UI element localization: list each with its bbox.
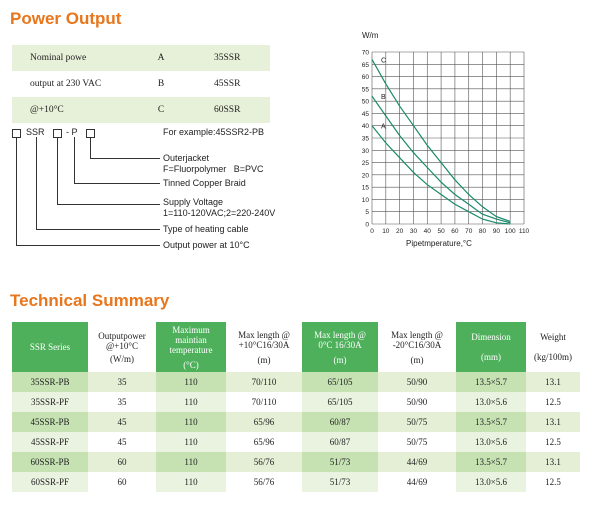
- code-ssr: SSR: [26, 127, 45, 137]
- table-cell: 60: [88, 472, 156, 492]
- table-cell: 13.1: [526, 412, 580, 432]
- x-tick-label: 0: [370, 228, 374, 235]
- power-output-table: [12, 45, 270, 123]
- table-cell: 13.1: [526, 452, 580, 472]
- y-tick-label: 10: [361, 196, 369, 204]
- label-supply-options: 1=110-120VAC;2=220-240V: [163, 208, 276, 218]
- power-output-title: Power Output: [10, 9, 122, 28]
- code-dash-p: - P: [66, 127, 78, 137]
- label-outerjacket-options: F=Fluorpolymer B=PVC: [163, 164, 264, 174]
- series-label-a: A: [381, 123, 386, 131]
- table-cell: 65/96: [226, 432, 302, 452]
- label-outerjacket: Outerjacket: [163, 153, 210, 163]
- col-header-weight: Weight (kg/100m): [526, 322, 580, 372]
- table-cell: 60/87: [302, 432, 378, 452]
- col-header-output: Outputpower @+10°C (W/m): [88, 322, 156, 372]
- series-label-b: B: [381, 94, 386, 102]
- col-header-len-minus20: Max length @ -20°C16/30A (m): [378, 322, 456, 372]
- table-cell: 13.1: [526, 372, 580, 392]
- table-cell: @+10°C: [12, 97, 122, 123]
- y-tick-label: 35: [361, 135, 369, 143]
- table-cell: 45: [88, 412, 156, 432]
- x-tick-label: 80: [478, 228, 487, 235]
- table-row: [12, 472, 580, 492]
- x-tick-label: 110: [518, 228, 530, 235]
- y-tick-label: 25: [361, 160, 369, 168]
- y-tick-label: 15: [361, 184, 369, 192]
- y-tick-label: 55: [361, 86, 369, 94]
- table-cell: 13.0×5.6: [456, 392, 526, 412]
- connector-line: [16, 245, 160, 246]
- table-cell: 35SSR: [200, 45, 270, 71]
- table-cell: 35SSR-PB: [12, 372, 88, 392]
- table-cell: 51/73: [302, 472, 378, 492]
- table-cell: 56/76: [226, 452, 302, 472]
- table-cell: 12.5: [526, 472, 580, 492]
- y-tick-label: 50: [361, 98, 369, 106]
- y-tick-label: 0: [365, 221, 369, 229]
- col-header-dimension: Dimension (mm): [456, 322, 526, 372]
- y-tick-label: 30: [361, 147, 369, 155]
- table-cell: 65/105: [302, 392, 378, 412]
- table-cell: 60SSR-PF: [12, 472, 88, 492]
- code-box-voltage: [53, 129, 62, 138]
- x-tick-label: 100: [504, 228, 516, 235]
- series-label-c: C: [381, 57, 387, 65]
- table-cell: 60: [88, 452, 156, 472]
- table-cell: 50/90: [378, 392, 456, 412]
- technical-summary-body: [12, 372, 580, 492]
- table-cell: 13.5×5.7: [456, 412, 526, 432]
- table-cell: 110: [156, 392, 226, 412]
- table-cell: 45SSR: [214, 79, 241, 89]
- table-cell: 110: [156, 372, 226, 392]
- table-cell: 35: [88, 392, 156, 412]
- table-cell: 65/105: [302, 372, 378, 392]
- table-cell: 35SSR-PF: [12, 392, 88, 412]
- table-cell: 70/110: [226, 392, 302, 412]
- label-braid: Tinned Copper Braid: [163, 178, 246, 188]
- table-row: [12, 372, 580, 392]
- code-example: For example:45SSR2-PB: [163, 127, 265, 137]
- y-tick-label: 40: [361, 123, 369, 131]
- y-tick-label: 5: [365, 209, 369, 217]
- code-box-jacket: [86, 129, 95, 138]
- power-output-chart: [340, 20, 590, 260]
- x-tick-label: 30: [409, 228, 418, 235]
- table-cell: 50/75: [378, 432, 456, 452]
- table-cell: 110: [156, 472, 226, 492]
- table-cell: 13.0×5.6: [456, 472, 526, 492]
- table-cell: 110: [156, 452, 226, 472]
- technical-summary-title: Technical Summary: [10, 291, 170, 310]
- table-row: [12, 97, 270, 123]
- connector-line: [90, 158, 160, 159]
- x-tick-label: 20: [396, 228, 404, 235]
- table-cell: 13.5×5.7: [456, 452, 526, 472]
- connector-line: [36, 137, 37, 229]
- label-output-power: Output power at 10°C: [163, 240, 250, 250]
- table-cell: 45SSR-PB: [12, 412, 88, 432]
- chart-x-label: Pipetmperature,°C: [406, 239, 472, 248]
- technical-summary-table: [12, 322, 580, 492]
- label-cable-type: Type of heating cable: [163, 224, 249, 234]
- table-cell: 35: [88, 372, 156, 392]
- code-box-output: [12, 129, 21, 138]
- table-cell: 70/110: [226, 372, 302, 392]
- x-tick-label: 50: [437, 228, 445, 235]
- connector-line: [16, 138, 17, 245]
- table-cell: 44/69: [378, 452, 456, 472]
- x-tick-label: 40: [423, 228, 431, 235]
- table-cell: C: [122, 97, 200, 123]
- col-header-series: SSR Series: [12, 322, 88, 372]
- table-cell: 56/76: [226, 472, 302, 492]
- table-cell: 13.5×5.7: [456, 372, 526, 392]
- table-cell: 60/87: [302, 412, 378, 432]
- x-tick-label: 10: [382, 228, 390, 235]
- table-cell: 50/75: [378, 412, 456, 432]
- y-tick-label: 20: [361, 172, 369, 180]
- col-header-len-0: Max length @ 0°C 16/30A (m): [302, 322, 378, 372]
- table-cell: A: [122, 45, 200, 71]
- y-tick-label: 70: [361, 49, 369, 57]
- table-cell: 110: [156, 432, 226, 452]
- y-tick-label: 45: [361, 110, 369, 118]
- table-row: [12, 452, 580, 472]
- connector-line: [57, 138, 58, 204]
- x-tick-label: 70: [465, 228, 473, 235]
- chart-y-label: W/m: [362, 31, 379, 40]
- table-cell: 45SSR-PF: [12, 432, 88, 452]
- table-cell: 12.5: [526, 432, 580, 452]
- col-header-max-temp: Maximum maintian temperature (°C): [156, 322, 226, 372]
- table-row: [12, 432, 580, 452]
- y-tick-label: 60: [361, 74, 369, 82]
- table-cell: 13.0×5.6: [456, 432, 526, 452]
- table-cell: 60SSR-PB: [12, 452, 88, 472]
- table-cell: 12.5: [526, 392, 580, 412]
- table-row: [12, 392, 580, 412]
- table-cell: B: [157, 79, 165, 89]
- x-tick-label: 90: [492, 228, 500, 235]
- chart-grid: [362, 50, 530, 236]
- table-header-row: [12, 322, 580, 372]
- table-cell: output at 230 VAC: [30, 79, 102, 89]
- y-tick-label: 65: [361, 61, 369, 69]
- connector-line: [74, 183, 160, 184]
- table-row: [12, 45, 270, 71]
- table-cell: 60SSR: [200, 97, 270, 123]
- table-row: [12, 412, 580, 432]
- connector-line: [36, 229, 160, 230]
- table-cell: 44/69: [378, 472, 456, 492]
- label-supply-voltage: Supply Voltage: [163, 197, 224, 207]
- table-cell: 51/73: [302, 452, 378, 472]
- col-header-len-10: Max length @ +10°C16/30A (m): [226, 322, 302, 372]
- table-row: [12, 71, 270, 97]
- x-tick-label: 60: [451, 228, 459, 235]
- table-cell: 45: [88, 432, 156, 452]
- table-cell: 110: [156, 412, 226, 432]
- table-cell: Nominal powe: [12, 45, 122, 71]
- connector-line: [90, 138, 91, 158]
- connector-line: [74, 137, 75, 183]
- connector-line: [57, 204, 160, 205]
- table-cell: 50/90: [378, 372, 456, 392]
- table-cell: 65/96: [226, 412, 302, 432]
